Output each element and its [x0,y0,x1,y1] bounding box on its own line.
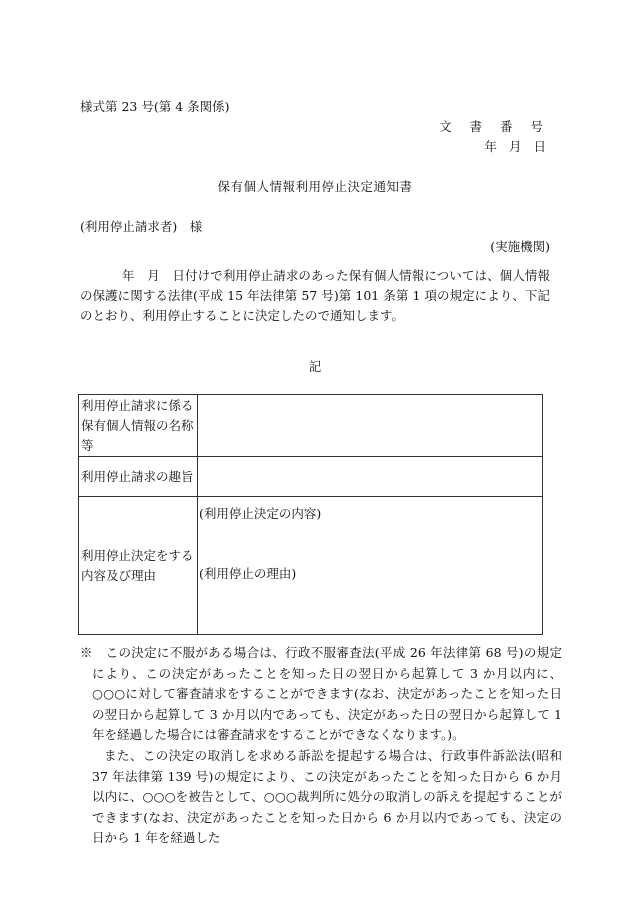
row-label-information-name: 利用停止請求に係る保有個人情報の名称等 [79,395,198,457]
stop-reason-label: (利用停止の理由) [199,566,297,581]
document-date: 年 月 日 [484,139,550,154]
decision-content-label: (利用停止決定の内容) [199,506,322,521]
row-label-request-purpose: 利用停止請求の趣旨 [79,457,198,497]
appeal-note: ※ この決定に不服がある場合は、行政不服審査法(平成 26 年法律第 68 号)の規定により、この決定があったことを知った日の翌日から起算して 3 か月以内に、○○○に対して審査請求をすることができます(なお、決定があったことを知った日の翌日から起算して 3 か月以内であっても、決定があった日の翌日から起算して 1 年を経過した場合には審査請求をすることができなくなります。)。 [80,645,562,742]
table-row [79,457,543,497]
row-value-request-purpose [198,457,543,497]
ki-heading: 記 [308,359,322,374]
document-number: 文 書 番 号 [439,119,550,134]
table-row [79,395,543,457]
body-paragraph: 年 月 日付けで利用停止請求のあった保有個人情報については、個人情報の保護に関する法律(平成 15 年法律第 57 号)第 101 条第 1 項の規定により、下記のとおり、利用停止することに決定したので通知します。 [80,268,550,323]
recipient: (利用停止請求者) 様 [80,219,203,234]
row-value-information-name [198,395,543,457]
row-label-decision-reason: 利用停止決定をする内容及び理由 [79,497,198,635]
issuing-agency: (実施機関) [490,239,550,254]
form-number: 様式第 23 号(第 4 条関係) [80,99,230,114]
document-title: 保有個人情報利用停止決定通知書 [217,179,413,194]
lawsuit-note: また、この決定の取消しを求める訴訟を提起する場合は、行政事件訴訟法(昭和 37 年法律第 139 号)の規定により、この決定があったことを知った日から 6 か月以内に、○○○を被告として、○○○裁判所に処分の取消しの訴えを提起することができます(なお、決定があったことを知った日から 6 か月以内であっても、決定の日から 1 年を経過した [92,748,562,845]
